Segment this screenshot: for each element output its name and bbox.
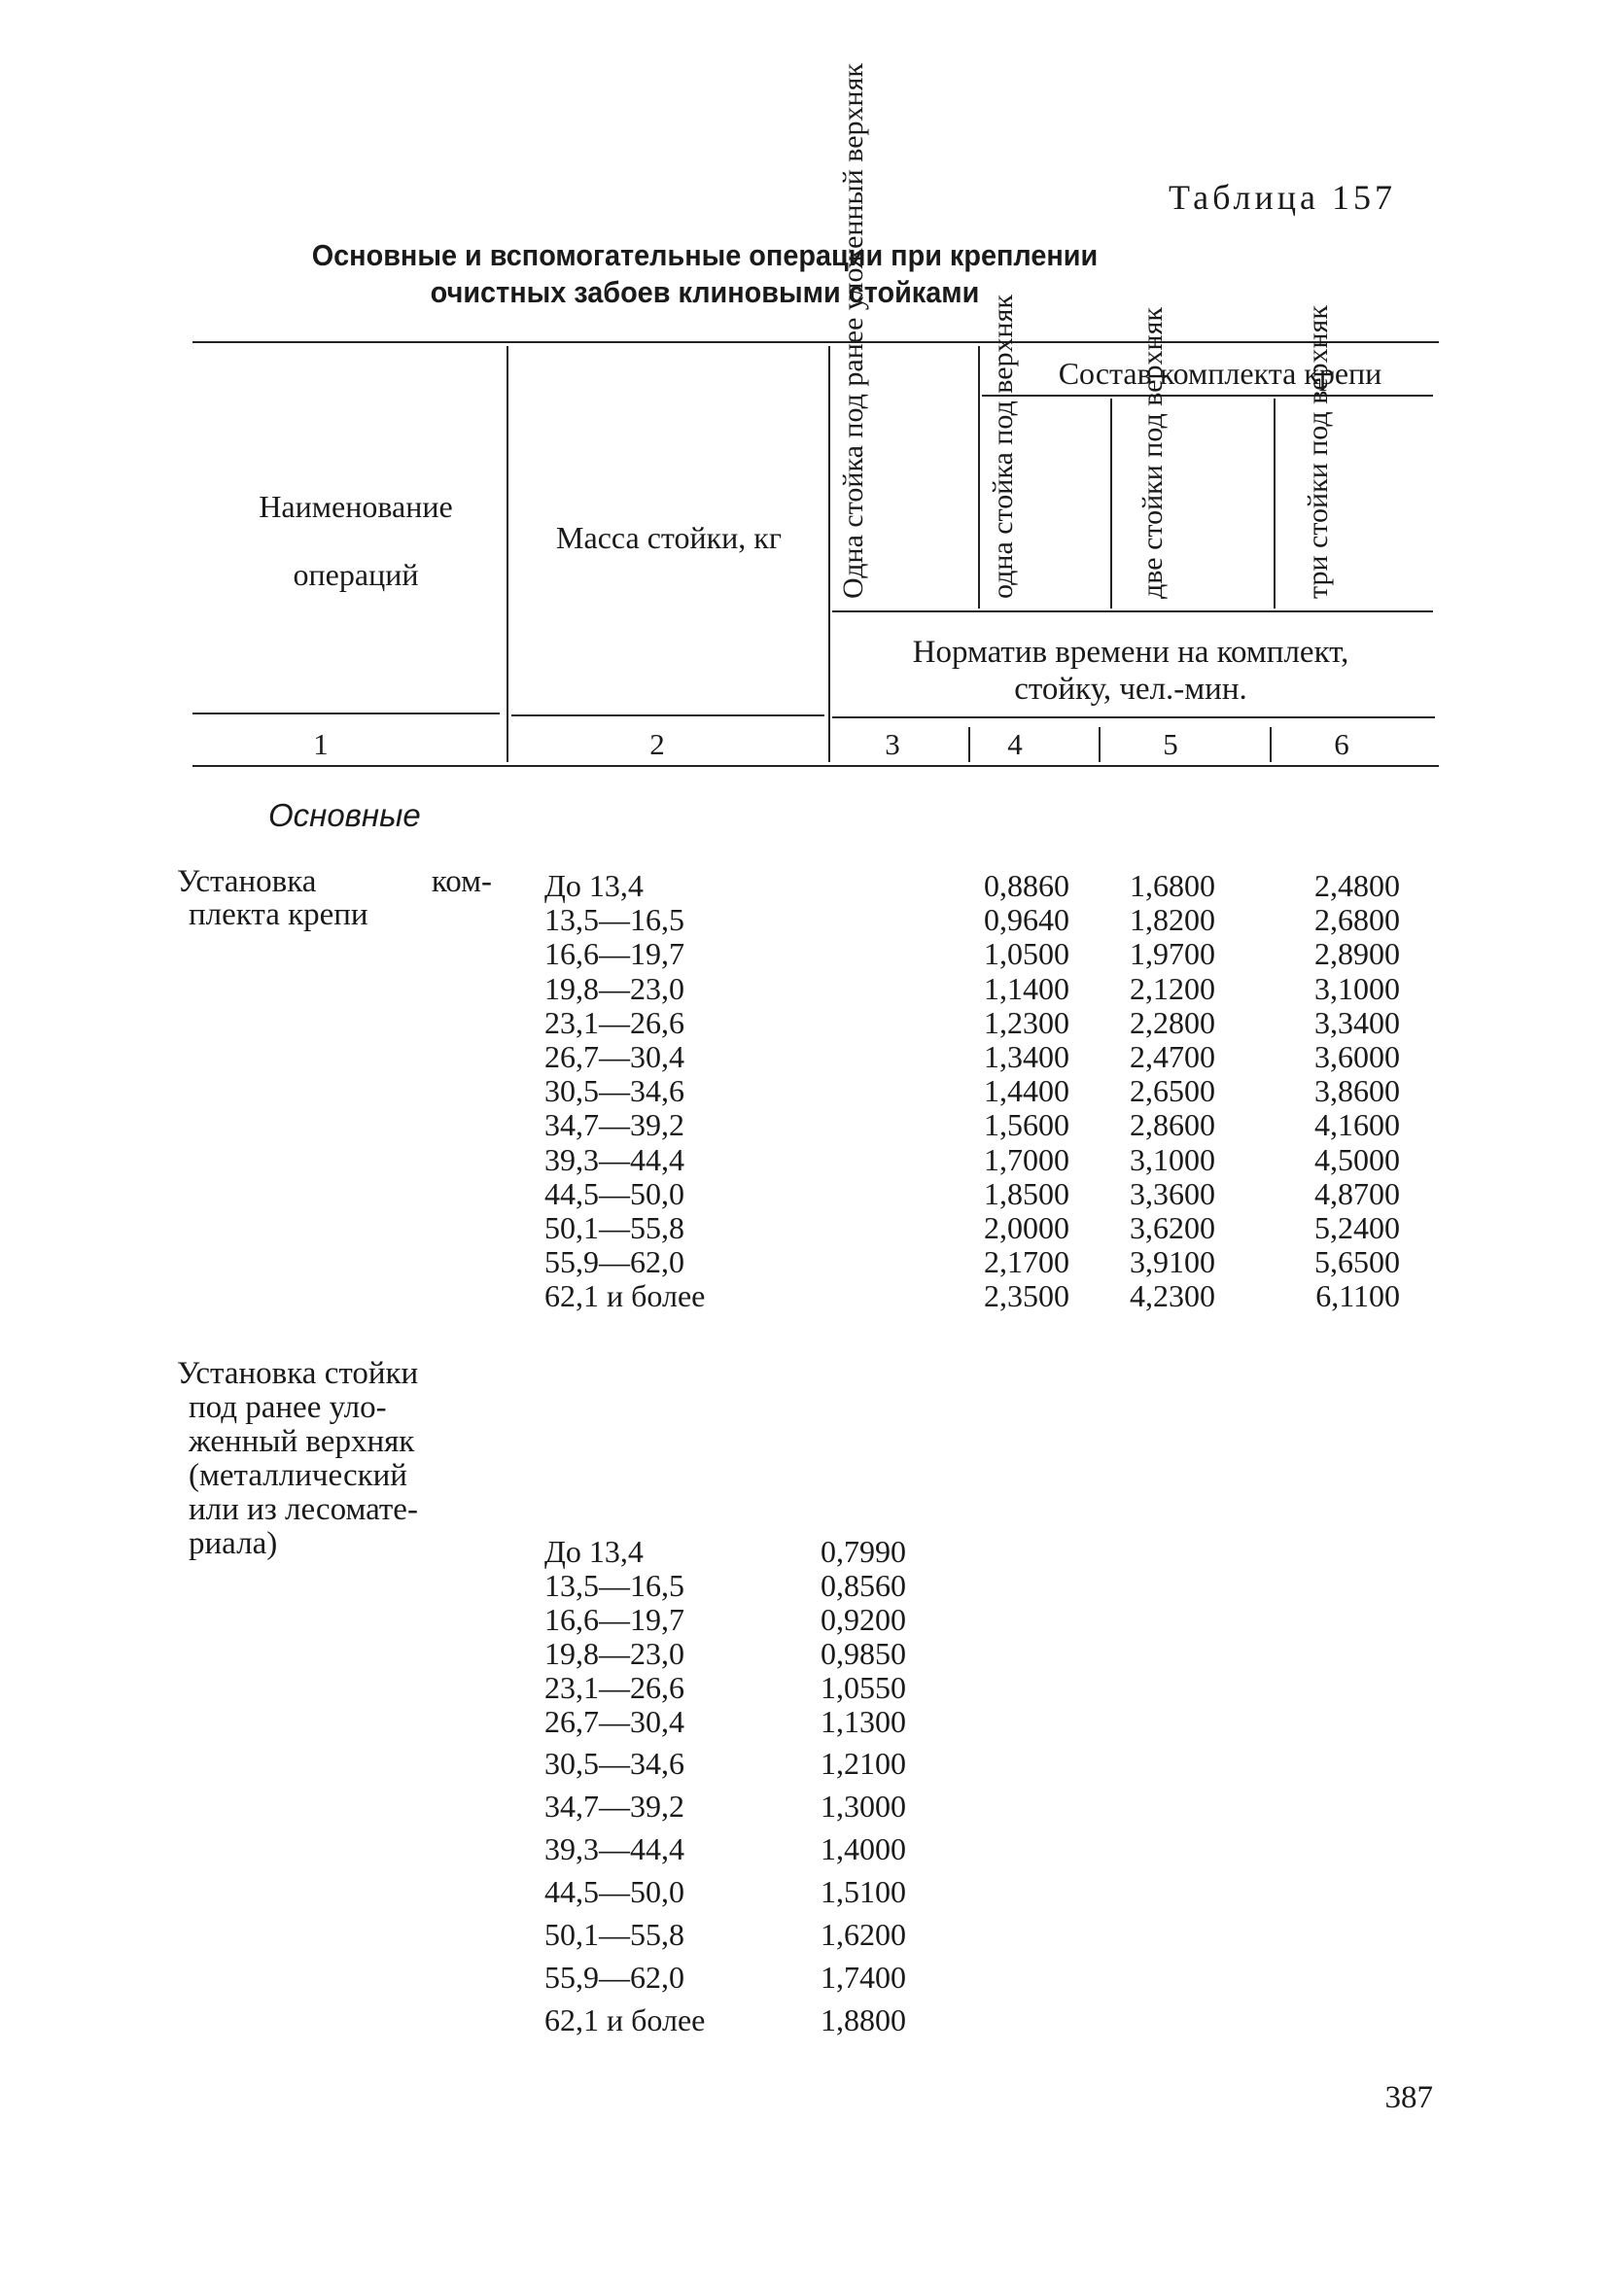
norm-cell-c6: 5,6500 [1314, 1244, 1400, 1279]
mass-cell: 62,1 и более [544, 1278, 706, 1313]
col4-header: одна стойка под верхняк [987, 295, 1019, 599]
norm-cell-c3: 1,5100 [821, 1874, 906, 1909]
section-title: Основные [268, 797, 421, 833]
column-number: 4 [1007, 727, 1023, 761]
mass-cell: 23,1—26,6 [544, 1005, 684, 1040]
norm-cell-c5: 3,9100 [1130, 1244, 1215, 1279]
column-number: 5 [1163, 727, 1178, 761]
mass-cell: 16,6—19,7 [544, 1602, 684, 1637]
norm-cell-c4: 1,5600 [984, 1107, 1069, 1142]
mass-cell: 34,7—39,2 [544, 1789, 684, 1824]
norm-cell-c4: 1,8500 [984, 1176, 1069, 1211]
norm-cell-c3: 1,7400 [821, 1960, 906, 1995]
norm-cell-c5: 4,2300 [1130, 1278, 1215, 1313]
operation-name-line: под ранее уло- [189, 1390, 387, 1425]
group-header: Состав комплекта крепи [1058, 356, 1382, 391]
norm-cell-c3: 0,9200 [821, 1602, 906, 1637]
operation-name [177, 1357, 492, 1561]
norm-cell-c5: 1,6800 [1130, 868, 1215, 903]
group-rule [982, 395, 1433, 397]
norm-cell-c6: 4,5000 [1314, 1142, 1400, 1177]
operation-name-line: плекта крепи [189, 897, 368, 932]
header-divider-4 [1110, 399, 1112, 609]
operation-name-line: риала) [189, 1526, 278, 1561]
mass-cell: 62,1 и более [544, 2002, 706, 2037]
operation-name-line: Установка стойки [177, 1356, 419, 1391]
norm-cell-c6: 3,1000 [1314, 971, 1400, 1006]
norm-cell-c6: 3,3400 [1314, 1005, 1400, 1040]
table-title-line-2: очистных забоев клиновыми стойками [430, 275, 980, 309]
mass-cell: 30,5—34,6 [544, 1073, 684, 1108]
norm-header-line-2: стойку, чел.-мин. [1014, 672, 1247, 707]
mass-cell: 13,5—16,5 [544, 1568, 684, 1603]
norm-header-line-1: Норматив времени на комплект, [912, 635, 1349, 670]
numbers-divider-3 [968, 727, 970, 762]
norm-cell-c4: 2,0000 [984, 1210, 1069, 1245]
header-bottom-rule [192, 765, 1439, 767]
mass-cell: 44,5—50,0 [544, 1874, 684, 1909]
mass-cell: 50,1—55,8 [544, 1917, 684, 1952]
norm-cell-c5: 2,2800 [1130, 1005, 1215, 1040]
norm-cell-c5: 3,3600 [1130, 1176, 1215, 1211]
norm-cell-c3: 1,3000 [821, 1789, 906, 1824]
numbers-divider-5 [1270, 727, 1272, 762]
mass-cell: 39,3—44,4 [544, 1142, 684, 1177]
mass-cell: 39,3—44,4 [544, 1831, 684, 1866]
norm-cell-c6: 5,2400 [1314, 1210, 1400, 1245]
norm-cell-c5: 1,8200 [1130, 902, 1215, 937]
norm-header [834, 634, 1427, 708]
header-divider-3 [978, 346, 980, 609]
mass-cell: 55,9—62,0 [544, 1244, 684, 1279]
norm-cell-c5: 2,1200 [1130, 971, 1215, 1006]
numbers-rule-a [192, 713, 500, 714]
header-divider-2 [828, 346, 830, 754]
col3-header: Одна стойка под ранее уложенный верхняк [837, 63, 869, 599]
norm-cell-c3: 1,2100 [821, 1746, 906, 1781]
table-label: Таблица 157 [1169, 178, 1396, 217]
page-number: 387 [1384, 2080, 1433, 2115]
column-number: 6 [1334, 727, 1349, 761]
header-divider-1 [507, 346, 508, 754]
norm-cell-c5: 2,6500 [1130, 1073, 1215, 1108]
norm-cell-c3: 0,9850 [821, 1636, 906, 1671]
mass-cell: 13,5—16,5 [544, 902, 684, 937]
header-divider-5 [1274, 399, 1276, 609]
norm-cell-c6: 4,1600 [1314, 1107, 1400, 1142]
column-number: 1 [313, 727, 329, 761]
norm-cell-c6: 3,8600 [1314, 1073, 1400, 1108]
col6-header: три стойки под верхняк [1302, 305, 1334, 599]
mass-cell: 26,7—30,4 [544, 1039, 684, 1074]
mass-cell: 19,8—23,0 [544, 971, 684, 1006]
norm-cell-c4: 1,1400 [984, 971, 1069, 1006]
operation-name-line: женный верхняк [189, 1424, 415, 1459]
norm-cell-c4: 1,3400 [984, 1039, 1069, 1074]
norm-cell-c3: 1,8800 [821, 2002, 906, 2037]
column-number: 3 [885, 727, 900, 761]
norm-cell-c4: 1,7000 [984, 1142, 1069, 1177]
header-top-rule [192, 341, 1439, 343]
norm-cell-c6: 6,1100 [1315, 1278, 1400, 1313]
numbers-rule-c [832, 716, 1435, 718]
mass-cell: 44,5—50,0 [544, 1176, 684, 1211]
norm-cell-c4: 1,4400 [984, 1073, 1069, 1108]
norm-cell-c3: 1,1300 [821, 1704, 906, 1739]
operation-name-line: или из лесомате- [189, 1492, 418, 1527]
norm-cell-c5: 2,8600 [1130, 1107, 1215, 1142]
norm-cell-c6: 2,6800 [1314, 902, 1400, 937]
operation-name-line: Установка ком- [177, 864, 492, 899]
norm-cell-c5: 2,4700 [1130, 1039, 1215, 1074]
col5-header: две стойки под верхняк [1136, 307, 1169, 599]
norm-cell-c4: 1,2300 [984, 1005, 1069, 1040]
mass-cell: 30,5—34,6 [544, 1746, 684, 1781]
numbers-divider-1 [507, 727, 508, 762]
col2-header: Масса стойки, кг [556, 520, 782, 555]
norm-rule [832, 610, 1433, 612]
norm-cell-c4: 0,9640 [984, 902, 1069, 937]
norm-cell-c4: 0,8860 [984, 868, 1069, 903]
column-number: 2 [649, 727, 665, 761]
norm-cell-c6: 2,8900 [1314, 936, 1400, 971]
norm-cell-c6: 4,8700 [1314, 1176, 1400, 1211]
numbers-divider-2 [828, 727, 830, 762]
table-title [230, 237, 1180, 311]
norm-cell-c5: 3,1000 [1130, 1142, 1215, 1177]
mass-cell: 23,1—26,6 [544, 1670, 684, 1705]
norm-cell-c4: 1,0500 [984, 936, 1069, 971]
norm-cell-c6: 3,6000 [1314, 1039, 1400, 1074]
mass-cell: 55,9—62,0 [544, 1960, 684, 1995]
norm-cell-c3: 1,0550 [821, 1670, 906, 1705]
norm-cell-c4: 2,1700 [984, 1244, 1069, 1279]
norm-cell-c5: 3,6200 [1130, 1210, 1215, 1245]
norm-cell-c4: 2,3500 [984, 1278, 1069, 1313]
norm-cell-c3: 0,7990 [821, 1534, 906, 1569]
mass-cell: 26,7—30,4 [544, 1704, 684, 1739]
numbers-divider-4 [1099, 727, 1101, 762]
numbers-rule-b [511, 714, 824, 716]
col1-header: Наименование операций [259, 489, 453, 592]
table-title-line-1: Основные и вспомогательные операции при креплении [311, 238, 1099, 272]
mass-cell: До 13,4 [544, 868, 644, 903]
norm-cell-c3: 0,8560 [821, 1568, 906, 1603]
mass-cell: 16,6—19,7 [544, 936, 684, 971]
mass-cell: 50,1—55,8 [544, 1210, 684, 1245]
mass-cell: 34,7—39,2 [544, 1107, 684, 1142]
norm-cell-c3: 1,6200 [821, 1917, 906, 1952]
operation-name-line: (металлический [189, 1458, 407, 1493]
operation-name [177, 865, 492, 931]
norm-cell-c6: 2,4800 [1314, 868, 1400, 903]
mass-cell: До 13,4 [544, 1534, 644, 1569]
norm-cell-c3: 1,4000 [821, 1831, 906, 1866]
mass-cell: 19,8—23,0 [544, 1636, 684, 1671]
norm-cell-c5: 1,9700 [1130, 936, 1215, 971]
